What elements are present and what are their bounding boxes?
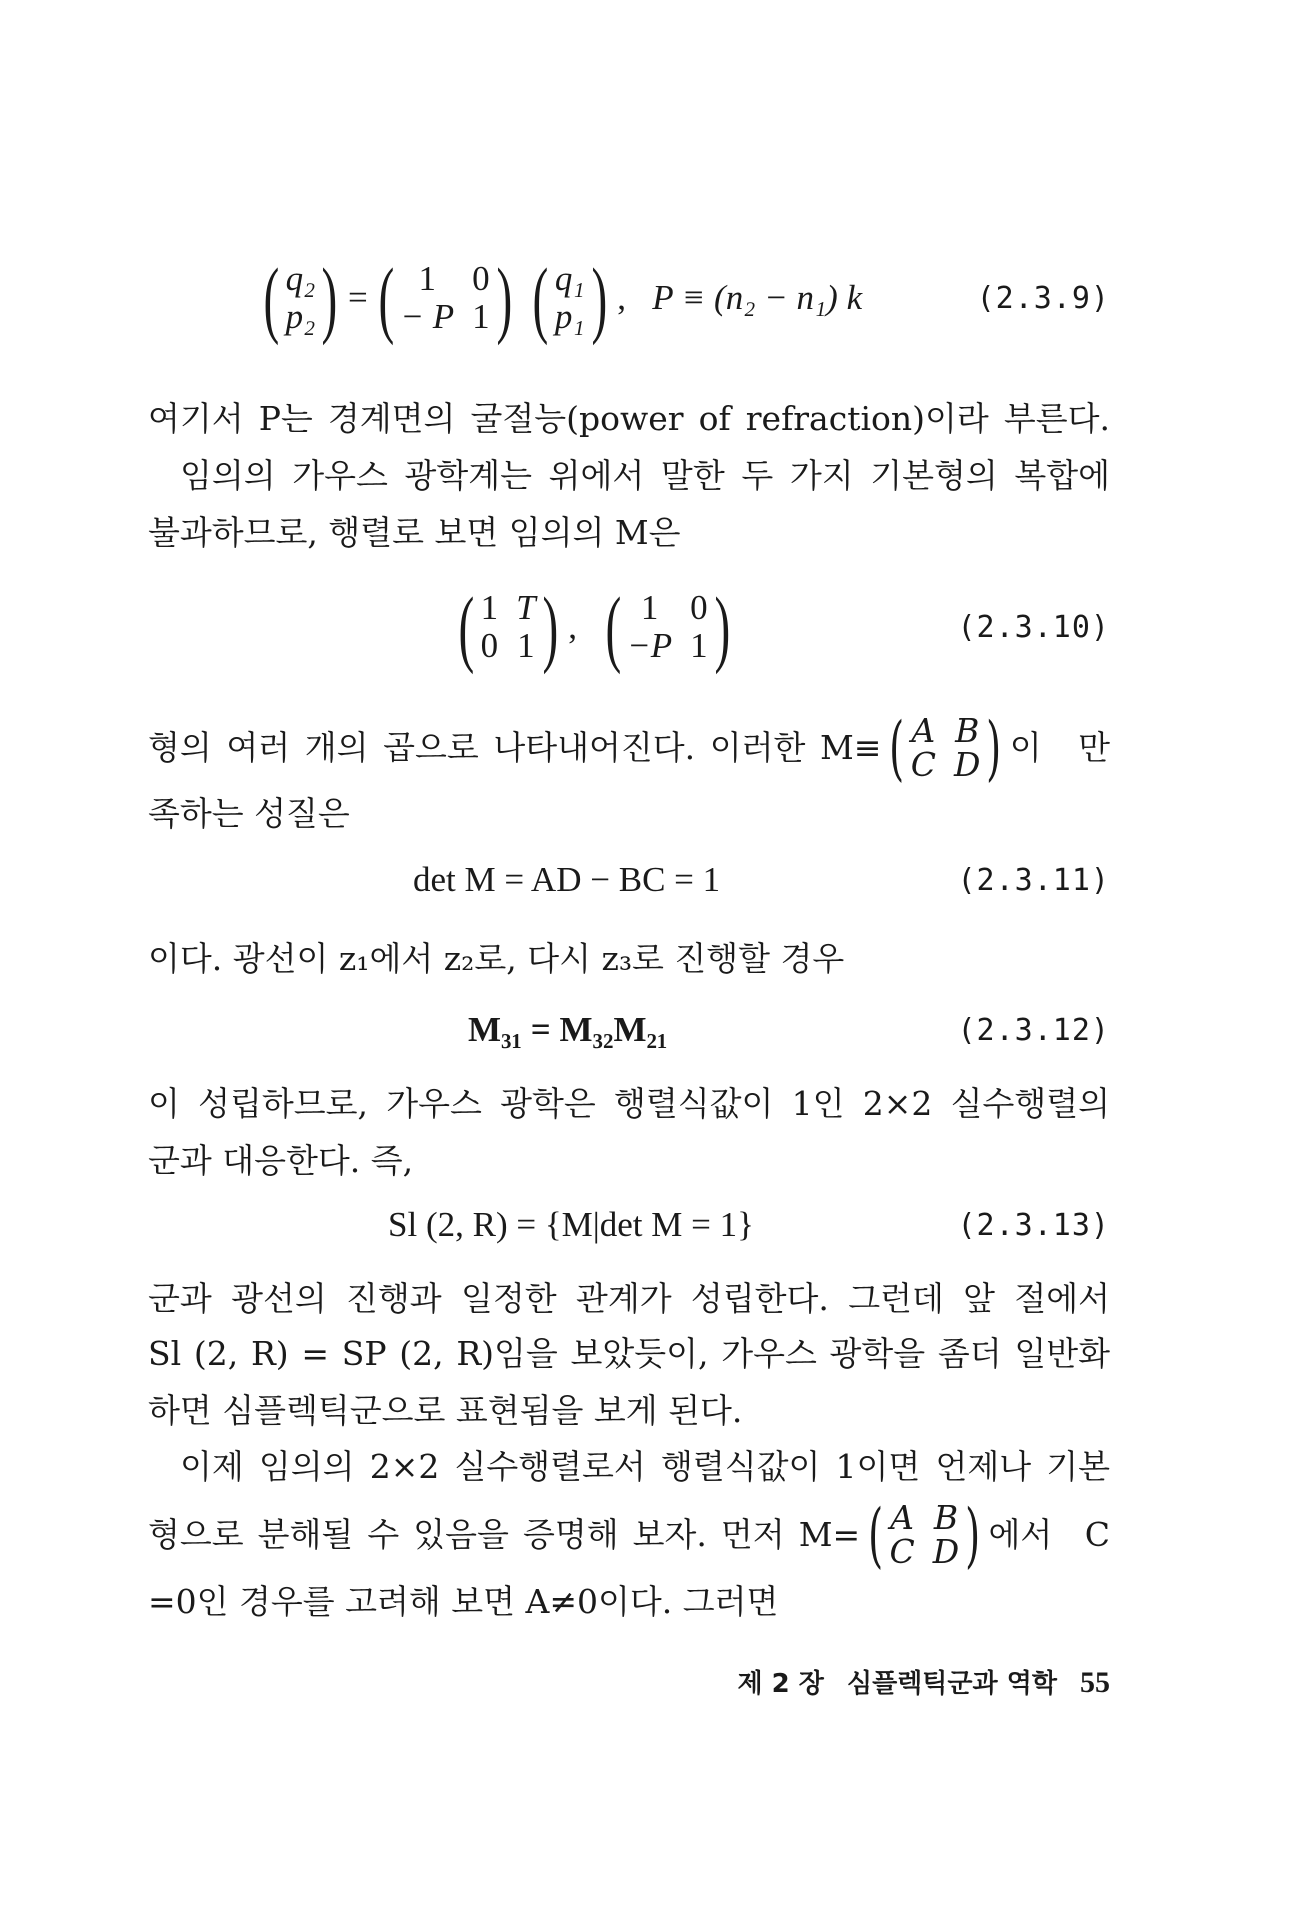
paragraph-text: 군과 광선의 진행과 일정한 관계가 성립한다. 그런데 앞 절에서 <box>148 1279 1110 1318</box>
product-equation: M₃₁ = M₃₂M₂₁ <box>468 1010 668 1049</box>
paragraph-text: 족하는 성질은 <box>148 794 350 833</box>
paragraph-text: 군과 대응한다. 즉, <box>148 1141 414 1180</box>
equation-2-3-13 <box>148 1195 1110 1255</box>
equation-number: (2.3.12) <box>957 1012 1110 1048</box>
paragraph-text: 이제 임의의 2×2 실수행렬로서 행렬식값이 1이면 언제나 기본 <box>180 1447 1110 1486</box>
power-definition: P ≡ (n₂ − n₁) k <box>652 278 863 317</box>
matrix-abcd: ( A B C D ) <box>889 707 1002 789</box>
equation-2-3-12 <box>148 1000 1110 1060</box>
determinant-equation: det M = AD − BC = 1 <box>413 860 721 899</box>
paragraph-text: 여기서 P는 경계면의 굴절능(power of refraction)이라 부른다. <box>148 399 1110 438</box>
equation-2-3-11 <box>148 850 1110 910</box>
paragraph-text: =0인 경우를 고려해 보면 A≠0이다. 그러면 <box>148 1582 779 1621</box>
special-linear-group-equation: Sl (2, R) = {M|det M = 1} <box>388 1205 754 1244</box>
paragraph-text: 형으로 분해될 수 있음을 증명해 보자. 먼저 M= ( A B C D ) 에서 C <box>148 1494 1110 1576</box>
equation-number: (2.3.13) <box>957 1207 1110 1243</box>
paragraph-text: 형의 여러 개의 곱으로 나타내어진다. 이러한 M≡ ( A B C D ) 이 만 <box>148 707 1110 789</box>
chapter-title: 심플렉틱군과 역학 <box>846 1669 1057 1699</box>
refraction-matrix: ( 1 0 − P 1 ) <box>378 250 512 346</box>
paragraph-text: Sl (2, R) = SP (2, R)임을 보았듯이, 가우스 광학을 좀더 일반화 <box>148 1334 1110 1373</box>
paragraph-text: 불과하므로, 행렬로 보면 임의의 M은 <box>148 513 681 552</box>
equation-number: (2.3.10) <box>957 609 1110 645</box>
page-number: 55 <box>1080 1666 1110 1699</box>
equation-number: (2.3.11) <box>957 862 1110 898</box>
refraction-matrix: ( 1 0 −P 1 ) <box>604 579 730 675</box>
paragraph-text: 하면 심플렉틱군으로 표현됨을 보게 된다. <box>148 1391 743 1430</box>
vector-q1-p1: ( q₁ p₁ ) <box>532 250 607 346</box>
chapter-label: 제 2 장 <box>737 1669 824 1699</box>
paragraph-text: 이 성립하므로, 가우스 광학은 행렬식값이 1인 2×2 실수행렬의 <box>148 1084 1110 1123</box>
equation-2-3-10: ( 1 T 0 1 ) , ( 1 0 −P 1 ) (2.3.10) <box>148 582 1110 672</box>
equation-number: (2.3.9) <box>976 280 1110 316</box>
page-footer <box>723 1663 1110 1700</box>
translation-matrix: ( 1 T 0 1 ) <box>458 579 558 675</box>
equation-2-3-9: ( q₂ p₂ ) = ( 1 0 − P 1 ) ( q₁ p₁ ) , P ≡ (n₂ − n₁) k (2.3.9) <box>148 258 1110 338</box>
paragraph-text: 이다. 광선이 z₁에서 z₂로, 다시 z₃로 진행할 경우 <box>148 939 845 978</box>
vector-q2-p2: ( q₂ p₂ ) <box>263 250 338 346</box>
paragraph-text: 임의의 가우스 광학계는 위에서 말한 두 가지 기본형의 복합에 <box>180 456 1110 495</box>
matrix-abcd: ( A B C D ) <box>868 1494 981 1576</box>
